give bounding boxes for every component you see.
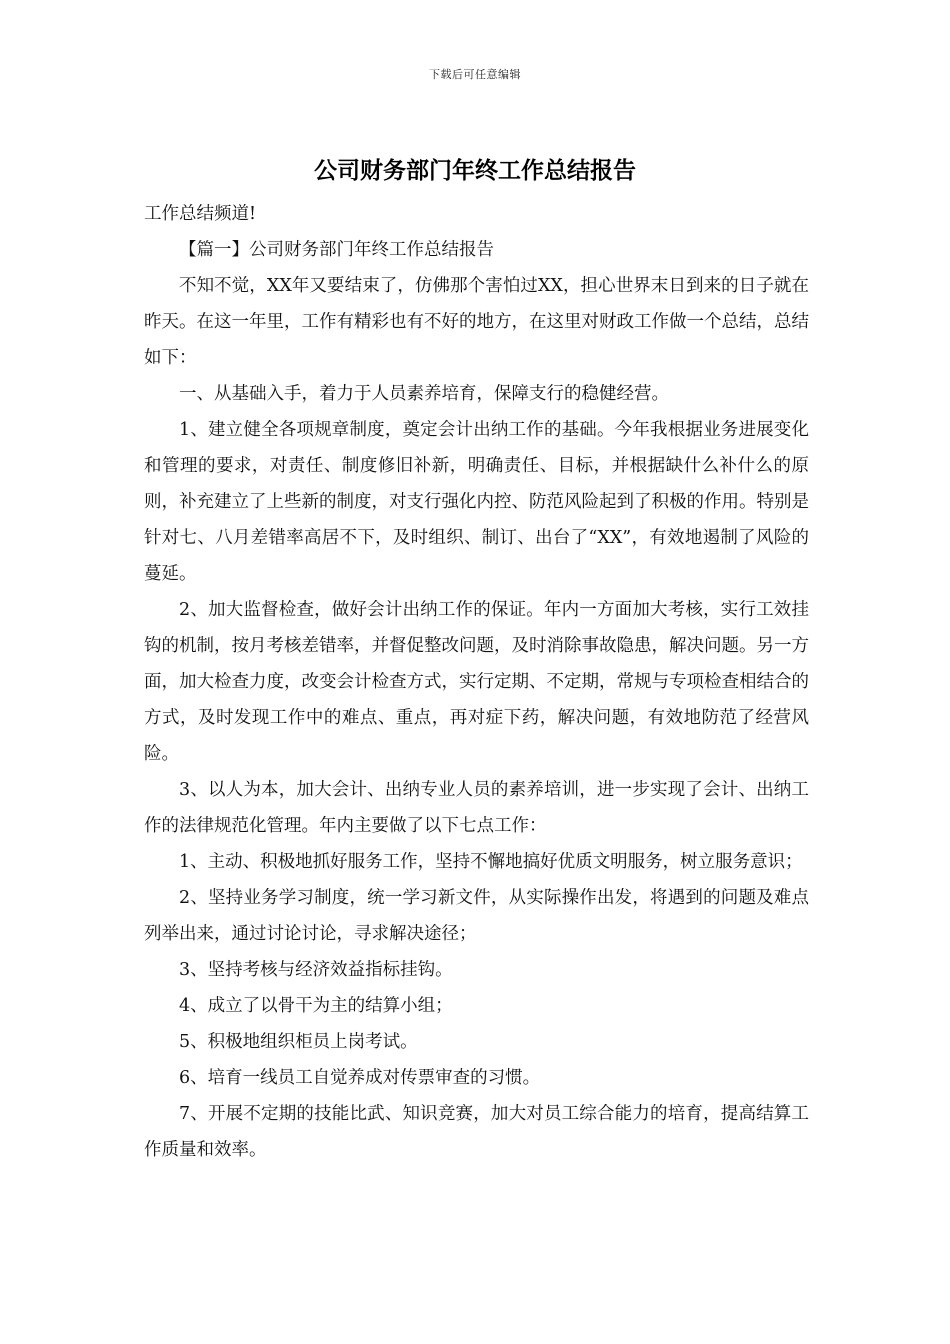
list-item: 6、培育一线员工自觉养成对传票审查的习惯。 [179, 1068, 541, 1088]
list-item: 3、坚持考核与经济效益指标挂钩。 [179, 960, 453, 980]
paragraph-item-2: 2、加大监督检查，做好会计出纳工作的保证。年内一方面加大考核，实行工效挂钩的机制，按月考核差错率，并督促整改问题，及时消除事故隐患，解决问题。另一方面，加大检查力度，改变会计检查方式，实行定期、不定期，常规与专项检查相结合的方式，及时发现工作中的难点、重点，再对症下药，解决问题，有效地防范了经营风险。 [144, 600, 809, 764]
paragraph-item-1: 1、建立健全各项规章制度，奠定会计出纳工作的基础。今年我根据业务进展变化和管理的要求，对责任、制度修旧补新，明确责任、目标，并根据缺什么补什么的原则，补充建立了上些新的制度，对支行强化内控、防范风险起到了积极的作用。特别是针对七、八月差错率高居不下，及时组织、制订、出台了“XX”，有效地遏制了风险的蔓延。 [144, 420, 809, 584]
list-item: 4、成立了以骨干为主的结算小组； [179, 996, 453, 1016]
section-heading: 【篇一】公司财务部门年终工作总结报告 [179, 240, 494, 260]
list-item: 2、坚持业务学习制度，统一学习新文件，从实际操作出发，将遇到的问题及难点列举出来，通过讨论讨论，寻求解决途径； [144, 888, 809, 944]
channel-line: 工作总结频道! [144, 204, 257, 224]
header-note: 下载后可任意编辑 [429, 68, 521, 81]
list-item: 5、积极地组织柜员上岗考试。 [179, 1032, 418, 1052]
list-item: 1、主动、积极地抓好服务工作，坚持不懈地搞好优质文明服务，树立服务意识； [179, 852, 803, 872]
document-title: 公司财务部门年终工作总结报告 [314, 157, 636, 184]
document-body [144, 196, 809, 1168]
intro-paragraph: 不知不觉，XX年又要结束了，仿佛那个害怕过XX，担心世界末日到来的日子就在昨天。在这一年里，工作有精彩也有不好的地方，在这里对财政工作做一个总结，总结如下： [144, 276, 809, 368]
part-one-heading: 一、从基础入手，着力于人员素养培育，保障支行的稳健经营。 [179, 384, 669, 404]
list-item: 7、开展不定期的技能比武、知识竞赛，加大对员工综合能力的培育，提高结算工作质量和效率。 [144, 1104, 809, 1160]
paragraph-item-3: 3、以人为本，加大会计、出纳专业人员的素养培训，进一步实现了会计、出纳工作的法律规范化管理。年内主要做了以下七点工作： [144, 780, 809, 836]
